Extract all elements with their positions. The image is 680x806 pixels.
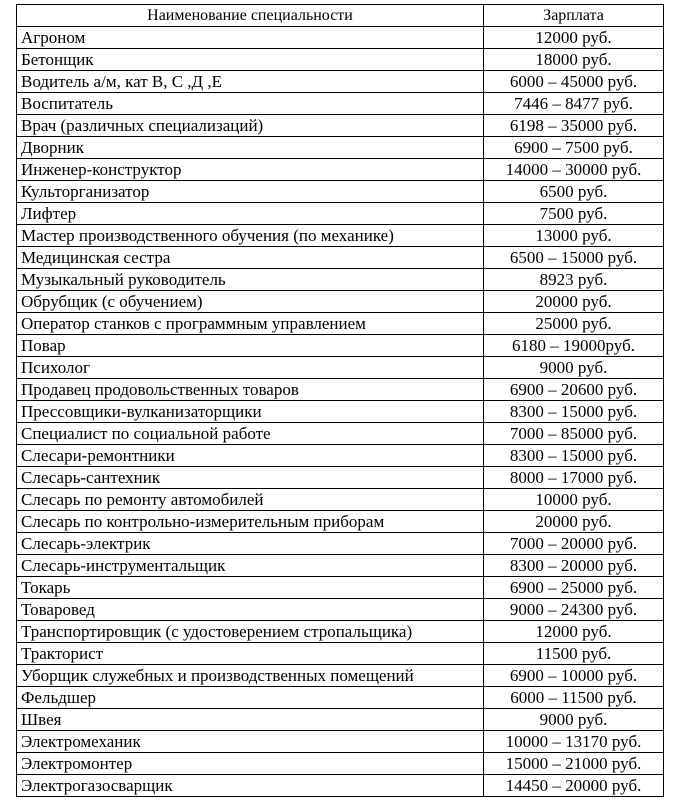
salary-cell: 18000 руб. — [484, 49, 664, 71]
table-row — [17, 775, 664, 797]
table-row — [17, 621, 664, 643]
salary-cell: 7000 – 20000 руб. — [484, 533, 664, 555]
salary-cell: 6500 руб. — [484, 181, 664, 203]
table-row — [17, 181, 664, 203]
table-row — [17, 445, 664, 467]
table-row — [17, 115, 664, 137]
table-row — [17, 49, 664, 71]
salary-cell: 14000 – 30000 руб. — [484, 159, 664, 181]
specialty-cell: Дворник — [17, 137, 484, 159]
salary-cell: 7500 руб. — [484, 203, 664, 225]
specialty-cell: Психолог — [17, 357, 484, 379]
salary-cell: 20000 руб. — [484, 291, 664, 313]
table-row — [17, 71, 664, 93]
salary-cell: 12000 руб. — [484, 621, 664, 643]
salary-cell: 6180 – 19000руб. — [484, 335, 664, 357]
table-row — [17, 401, 664, 423]
specialty-cell: Агроном — [17, 27, 484, 49]
specialty-cell: Прессовщики-вулканизаторщики — [17, 401, 484, 423]
salary-cell: 14450 – 20000 руб. — [484, 775, 664, 797]
specialty-cell: Инженер-конструктор — [17, 159, 484, 181]
salary-cell: 6000 – 45000 руб. — [484, 71, 664, 93]
salary-cell: 10000 руб. — [484, 489, 664, 511]
specialty-cell: Слесарь по контрольно-измерительным приборам — [17, 511, 484, 533]
specialty-cell: Транспортировщик (с удостоверением стропальщика) — [17, 621, 484, 643]
specialty-cell: Врач (различных специализаций) — [17, 115, 484, 137]
table-row — [17, 423, 664, 445]
table-row — [17, 577, 664, 599]
specialty-cell: Воспитатель — [17, 93, 484, 115]
specialty-cell: Слесарь-сантехник — [17, 467, 484, 489]
table-row — [17, 687, 664, 709]
table-row — [17, 555, 664, 577]
table-row — [17, 665, 664, 687]
salary-cell: 11500 руб. — [484, 643, 664, 665]
salary-table — [16, 4, 664, 797]
table-row — [17, 269, 664, 291]
specialty-cell: Обрубщик (с обучением) — [17, 291, 484, 313]
specialty-cell: Культорганизатор — [17, 181, 484, 203]
salary-cell: 6900 – 25000 руб. — [484, 577, 664, 599]
specialty-cell: Медицинская сестра — [17, 247, 484, 269]
table-row — [17, 731, 664, 753]
table-row — [17, 753, 664, 775]
table-body — [17, 27, 664, 797]
specialty-cell: Слесари-ремонтники — [17, 445, 484, 467]
specialty-cell: Электромеханик — [17, 731, 484, 753]
salary-cell: 25000 руб. — [484, 313, 664, 335]
specialty-cell: Бетонщик — [17, 49, 484, 71]
table-row — [17, 335, 664, 357]
table-row — [17, 533, 664, 555]
salary-cell: 6900 – 10000 руб. — [484, 665, 664, 687]
specialty-cell: Уборщик служебных и производственных помещений — [17, 665, 484, 687]
specialty-cell: Слесарь по ремонту автомобилей — [17, 489, 484, 511]
salary-cell: 6900 – 7500 руб. — [484, 137, 664, 159]
specialty-cell: Электромонтер — [17, 753, 484, 775]
table-row — [17, 203, 664, 225]
salary-cell: 7000 – 85000 руб. — [484, 423, 664, 445]
header-row — [17, 5, 664, 27]
specialty-cell: Водитель а/м, кат В, С ,Д ,Е — [17, 71, 484, 93]
specialty-cell: Оператор станков с программным управлением — [17, 313, 484, 335]
salary-cell: 6500 – 15000 руб. — [484, 247, 664, 269]
table-row — [17, 247, 664, 269]
specialty-cell: Продавец продовольственных товаров — [17, 379, 484, 401]
specialty-cell: Швея — [17, 709, 484, 731]
specialty-cell: Слесарь-электрик — [17, 533, 484, 555]
salary-cell: 8923 руб. — [484, 269, 664, 291]
table-row — [17, 467, 664, 489]
salary-cell: 9000 – 24300 руб. — [484, 599, 664, 621]
header-salary: Зарплата — [484, 5, 664, 27]
table-row — [17, 357, 664, 379]
header-specialty: Наименование специальности — [17, 5, 484, 27]
table-row — [17, 159, 664, 181]
salary-cell: 13000 руб. — [484, 225, 664, 247]
table-row — [17, 709, 664, 731]
specialty-cell: Повар — [17, 335, 484, 357]
salary-cell: 6900 – 20600 руб. — [484, 379, 664, 401]
specialty-cell: Токарь — [17, 577, 484, 599]
salary-cell: 9000 руб. — [484, 357, 664, 379]
salary-cell: 6000 – 11500 руб. — [484, 687, 664, 709]
table-row — [17, 599, 664, 621]
table-row — [17, 137, 664, 159]
table-row — [17, 27, 664, 49]
salary-cell: 15000 – 21000 руб. — [484, 753, 664, 775]
salary-cell: 6198 – 35000 руб. — [484, 115, 664, 137]
salary-cell: 8300 – 15000 руб. — [484, 445, 664, 467]
table-row — [17, 489, 664, 511]
specialty-cell: Лифтер — [17, 203, 484, 225]
table-row — [17, 225, 664, 247]
specialty-cell: Товаровед — [17, 599, 484, 621]
specialty-cell: Слесарь-инструментальщик — [17, 555, 484, 577]
salary-cell: 9000 руб. — [484, 709, 664, 731]
table-row — [17, 379, 664, 401]
table-row — [17, 511, 664, 533]
salary-cell: 8000 – 17000 руб. — [484, 467, 664, 489]
specialty-cell: Специалист по социальной работе — [17, 423, 484, 445]
salary-cell: 7446 – 8477 руб. — [484, 93, 664, 115]
specialty-cell: Электрогазосварщик — [17, 775, 484, 797]
table-row — [17, 643, 664, 665]
salary-cell: 10000 – 13170 руб. — [484, 731, 664, 753]
specialty-cell: Фельдшер — [17, 687, 484, 709]
table-row — [17, 93, 664, 115]
specialty-cell: Тракторист — [17, 643, 484, 665]
specialty-cell: Музыкальный руководитель — [17, 269, 484, 291]
salary-cell: 8300 – 20000 руб. — [484, 555, 664, 577]
table-row — [17, 291, 664, 313]
specialty-cell: Мастер производственного обучения (по механике) — [17, 225, 484, 247]
table-row — [17, 313, 664, 335]
salary-cell: 20000 руб. — [484, 511, 664, 533]
salary-cell: 8300 – 15000 руб. — [484, 401, 664, 423]
salary-cell: 12000 руб. — [484, 27, 664, 49]
